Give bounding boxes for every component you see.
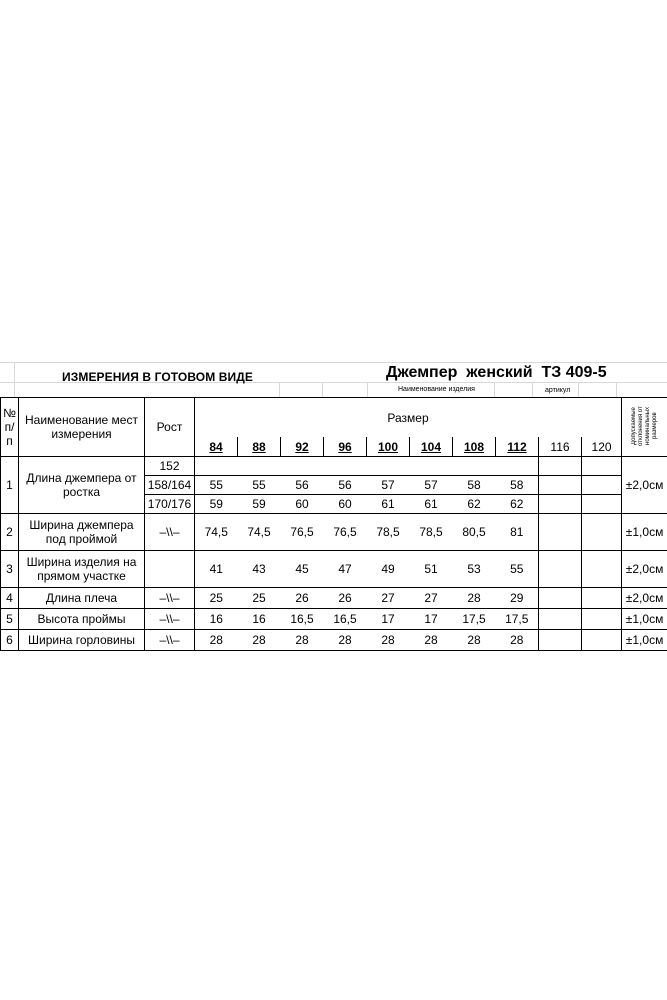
row-value: 16 (195, 609, 238, 630)
row-value (367, 457, 410, 476)
row-value: 78,5 (410, 514, 453, 551)
col-name-header: Наименование мест измерения (19, 398, 145, 457)
header-divider (322, 382, 323, 398)
row-value: 28 (324, 630, 367, 651)
row-name: Высота проймы (19, 609, 145, 630)
row-value: 27 (367, 588, 410, 609)
row-value: 28 (281, 630, 324, 651)
row-value (238, 457, 281, 476)
row-value: 60 (281, 495, 324, 514)
row-value: 61 (367, 495, 410, 514)
row-value (539, 588, 582, 609)
row-value (582, 514, 622, 551)
row-name: Длина джемпера от ростка (19, 457, 145, 514)
row-value: 28 (453, 588, 496, 609)
row-value: 74,5 (195, 514, 238, 551)
row-value: 25 (195, 588, 238, 609)
row-value: 57 (367, 476, 410, 495)
row-value: 17 (410, 609, 453, 630)
row-value: 76,5 (281, 514, 324, 551)
size-cell: 100 (367, 437, 410, 456)
size-cell: 112 (496, 437, 539, 456)
row-value: 28 (453, 630, 496, 651)
row-value: 58 (453, 476, 496, 495)
row-value (410, 457, 453, 476)
row-value: 16,5 (324, 609, 367, 630)
row-no: 5 (1, 609, 19, 630)
row-value (582, 609, 622, 630)
product-name-caption: Наименование изделия (398, 386, 475, 393)
row-value (582, 588, 622, 609)
header-divider (578, 382, 579, 398)
row-value: 26 (281, 588, 324, 609)
row-value: 17 (367, 609, 410, 630)
row-value: 28 (238, 630, 281, 651)
row-value: 80,5 (453, 514, 496, 551)
row-no: 2 (1, 514, 19, 551)
row-value (582, 495, 622, 514)
table-row (1, 609, 667, 630)
size-cell: 88 (238, 437, 281, 456)
row-value: 29 (496, 588, 539, 609)
row-value (539, 495, 582, 514)
row-value: 61 (410, 495, 453, 514)
row-value: 59 (195, 495, 238, 514)
row-height: –\\– (145, 630, 195, 651)
size-cell: 84 (195, 437, 238, 456)
table-row (1, 630, 667, 651)
row-value: 57 (410, 476, 453, 495)
header-rule-top (0, 362, 667, 363)
row-value (539, 457, 582, 476)
row-value: 56 (324, 476, 367, 495)
product-title: Джемпер женский ТЗ 409-5 (386, 364, 607, 381)
row-value: 55 (496, 551, 539, 588)
row-value (195, 457, 238, 476)
row-value: 45 (281, 551, 324, 588)
article-caption: артикул (545, 387, 571, 394)
measurements-table (0, 397, 667, 651)
row-value: 16 (238, 609, 281, 630)
col-height-header: Рост (145, 398, 195, 457)
row-value: 27 (410, 588, 453, 609)
row-height: 158/164 (145, 476, 195, 495)
row-value: 41 (195, 551, 238, 588)
header-divider (616, 382, 617, 398)
row-value (496, 457, 539, 476)
row-name: Ширина джемпера под проймой (19, 514, 145, 551)
header-divider (279, 382, 280, 398)
row-value: 53 (453, 551, 496, 588)
row-value: 62 (453, 495, 496, 514)
row-value: 55 (195, 476, 238, 495)
row-height: –\\– (145, 609, 195, 630)
row-value: 56 (281, 476, 324, 495)
table-row (1, 457, 667, 476)
header-divider (494, 382, 495, 398)
row-tolerance: ±2,0см (622, 588, 667, 609)
row-value: 26 (324, 588, 367, 609)
size-cell: 108 (453, 437, 496, 456)
row-value: 76,5 (324, 514, 367, 551)
row-name: Ширина изделия на прямом участке (19, 551, 145, 588)
document-header (0, 362, 667, 398)
row-value: 55 (238, 476, 281, 495)
row-name: Длина плеча (19, 588, 145, 609)
row-no: 3 (1, 551, 19, 588)
row-value (582, 630, 622, 651)
row-value: 60 (324, 495, 367, 514)
row-value (324, 457, 367, 476)
size-cell: 116 (539, 437, 582, 456)
size-cell: 120 (582, 437, 622, 456)
size-cell: 96 (324, 437, 367, 456)
row-tolerance: ±1,0см (622, 609, 667, 630)
row-value: 58 (496, 476, 539, 495)
row-value: 49 (367, 551, 410, 588)
col-no-header: № п/ п (1, 398, 19, 457)
row-value: 59 (238, 495, 281, 514)
measurements-title: ИЗМЕРЕНИЯ В ГОТОВОМ ВИДЕ (62, 370, 254, 384)
row-value (539, 630, 582, 651)
row-no: 1 (1, 457, 19, 514)
row-value: 43 (238, 551, 281, 588)
row-value (281, 457, 324, 476)
row-value: 17,5 (453, 609, 496, 630)
header-divider (14, 362, 15, 398)
row-no: 6 (1, 630, 19, 651)
row-tolerance: ±1,0см (622, 514, 667, 551)
col-tolerance-header (622, 398, 667, 457)
header-divider (367, 382, 368, 398)
row-value: 51 (410, 551, 453, 588)
col-size-header: Размер (195, 398, 622, 438)
row-tolerance: ±1,0см (622, 630, 667, 651)
row-value (539, 476, 582, 495)
row-value (582, 551, 622, 588)
row-value: 16,5 (281, 609, 324, 630)
row-value: 47 (324, 551, 367, 588)
row-value (539, 609, 582, 630)
size-cell: 92 (281, 437, 324, 456)
row-value (539, 551, 582, 588)
header-divider (532, 382, 533, 398)
row-no: 4 (1, 588, 19, 609)
row-height: 152 (145, 457, 195, 476)
row-value: 62 (496, 495, 539, 514)
row-value: 78,5 (367, 514, 410, 551)
row-height (145, 551, 195, 588)
size-cell: 104 (410, 437, 453, 456)
row-value: 17,5 (496, 609, 539, 630)
table-row (1, 588, 667, 609)
row-name: Ширина горловины (19, 630, 145, 651)
row-value: 28 (410, 630, 453, 651)
tolerance-header-text: Допускаемые отклонения от номинальных размеров (630, 405, 658, 446)
row-value (582, 457, 622, 476)
row-value: 81 (496, 514, 539, 551)
row-value: 28 (195, 630, 238, 651)
row-value: 25 (238, 588, 281, 609)
row-value (539, 514, 582, 551)
row-height: 170/176 (145, 495, 195, 514)
row-value (582, 476, 622, 495)
row-height: –\\– (145, 514, 195, 551)
row-tolerance: ±2,0см (622, 551, 667, 588)
row-height: –\\– (145, 588, 195, 609)
row-value: 74,5 (238, 514, 281, 551)
table-row (1, 551, 667, 588)
table-row (1, 514, 667, 551)
row-value (453, 457, 496, 476)
row-tolerance: ±2,0см (622, 457, 667, 514)
row-value: 28 (496, 630, 539, 651)
table-header-row (1, 398, 667, 438)
row-value: 28 (367, 630, 410, 651)
